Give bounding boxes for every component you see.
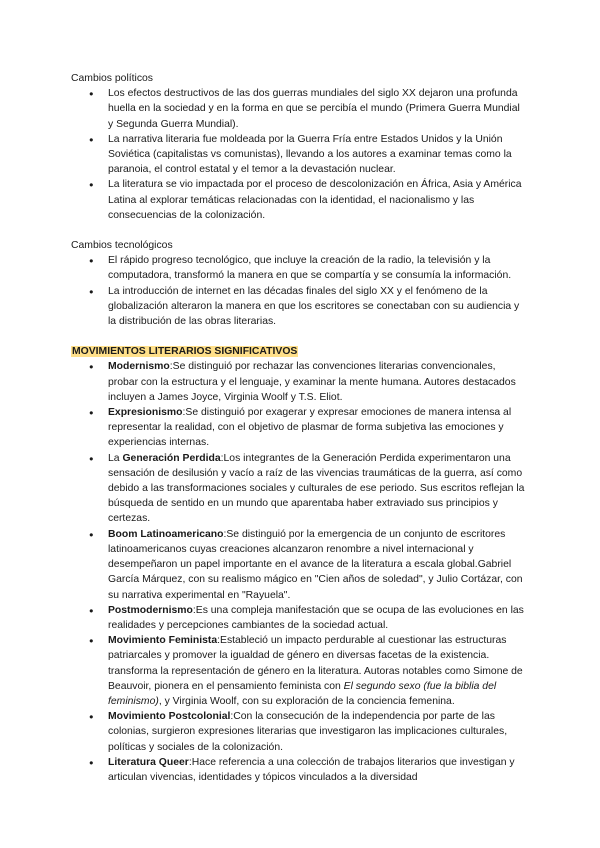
movement-book-title: El segundo sexo (fue la biblia del feminismo) (108, 680, 497, 707)
list-item: ● La narrativa literaria fue moldeada por la Guerra Fría entre Estados Unidos y la Unión Soviética (capitalistas vs comunistas), llevando a los autores a examinar temas como la paranoia, el control estatal y el temor a la devastación nuclear. (108, 132, 527, 178)
movement-item-postcolonial (108, 709, 527, 755)
spacer (71, 223, 527, 238)
list-item: ● La introducción de internet en las décadas finales del siglo XX y el fenómeno de la globalización alteraron la manera en que los escritores se conectaban con su audiencia y la distribución de las obras literarias. (108, 284, 527, 330)
document-content (71, 71, 527, 785)
movimientos-heading-wrap (71, 344, 527, 359)
movement-term: Postmodernismo (108, 604, 193, 616)
movement-term: Expresionismo (108, 407, 183, 419)
movement-description: :Se distinguió por rechazar las convenciones literarias convencionales, probar con la estructura y el lenguaje, y examinar la mente humana. Autores destacados incluyen a James Joyce, Virginia Woolf y T.S. Eliot. (108, 361, 516, 403)
tecnologicos-list (71, 253, 527, 329)
list-item: ● Los efectos destructivos de las dos guerras mundiales del siglo XX dejaron una profunda huella en la sociedad y en la forma en que se percibía el mundo (Primera Guerra Mundial y Segunda Guerra Mundial). (108, 86, 527, 132)
spacer (71, 329, 527, 344)
movement-description: :Se distinguió por la emergencia de un conjunto de escritores latinoamericanos cuyas creaciones alcanzaron renombre a nivel internacional y desempeñaron un papel importante en el avance de la literatura a escala global.Gabriel García Márquez, con su realismo mágico en "Cien años de soledad", y Julio Cortázar, con su narrativa experimental en "Rayuela". (108, 528, 523, 601)
movement-term: Generación Perdida (122, 452, 221, 464)
movement-description: :Hace referencia a una colección de trabajos literarios que investigan y articulan vivencias, identidades y tópicos vinculados a la diversidad (108, 756, 515, 783)
movement-description: :Estableció un impacto perdurable al cuestionar las estructuras patriarcales y promover la igualdad de género en diversas facetas de la existencia. transforma la representación de género en la literatura. Autoras notables como Simone de Beauvoir, pionera en el pensamiento feminista con (108, 635, 523, 692)
movement-description: :Se distinguió por exagerar y expresar emociones de manera intensa al representar la realidad, con el objetivo de plasmar de forma subjetiva las emociones y experiencias internas. (108, 407, 512, 449)
movement-term: Boom Latinoamericano (108, 528, 224, 540)
movement-item-boom (108, 527, 527, 603)
movement-item-expresionismo (108, 405, 527, 451)
list-item: ● La literatura se vio impactada por el proceso de descolonización en África, Asia y América Latina al explorar temáticas relacionadas con la identidad, el nacionalismo y las consecuencias de la colonización. (108, 177, 527, 223)
movement-term: Movimiento Postcolonial (108, 711, 231, 723)
movement-item-postmodernismo (108, 603, 527, 633)
movement-item-feminista (108, 633, 527, 709)
movement-description: :Los integrantes de la Generación Perdida experimentaron una sensación de desilusión y vacío a raíz de las vivencias traumáticas de la guerra, así como debido a las transformaciones sociales y culturales de ese periodo. Sus escritos reflejan la búsqueda de sentido en un mundo que aparentaba haber extraviado sus principios y certezas. (108, 452, 525, 525)
movement-description: :Es una compleja manifestación que se ocupa de las evoluciones en las realidades y percepciones cambiantes de la sociedad actual. (108, 604, 524, 631)
movement-term: Modernismo (108, 361, 170, 373)
movimientos-heading: MOVIMIENTOS LITERARIOS SIGNIFICATIVOS (72, 346, 298, 358)
list-item: ● El rápido progreso tecnológico, que incluye la creación de la radio, la televisión y la computadora, transformó la manera en que se compartía y se consumía la información. (108, 253, 527, 283)
section-title-tecnologicos: Cambios tecnológicos (71, 240, 173, 252)
movimientos-list (71, 359, 527, 785)
movement-prefix: La (108, 452, 123, 464)
section-title-politicos: Cambios políticos (71, 73, 154, 84)
movement-item-generacion-perdida (108, 451, 527, 527)
movement-description: :Con la consecución de la independencia por parte de las colonias, surgieron expresiones literarias que investigaron las implicaciones culturales, políticas y sociales de la colonización. (108, 711, 508, 753)
movement-item-queer (108, 755, 527, 785)
movement-description-end: , y Virginia Woolf, con su exploración de la conciencia femenina. (158, 695, 455, 707)
movement-term: Literatura Queer (108, 756, 189, 768)
politicos-list (71, 86, 527, 223)
movement-item-modernismo (108, 359, 527, 405)
movement-term: Movimiento Feminista (108, 635, 218, 647)
